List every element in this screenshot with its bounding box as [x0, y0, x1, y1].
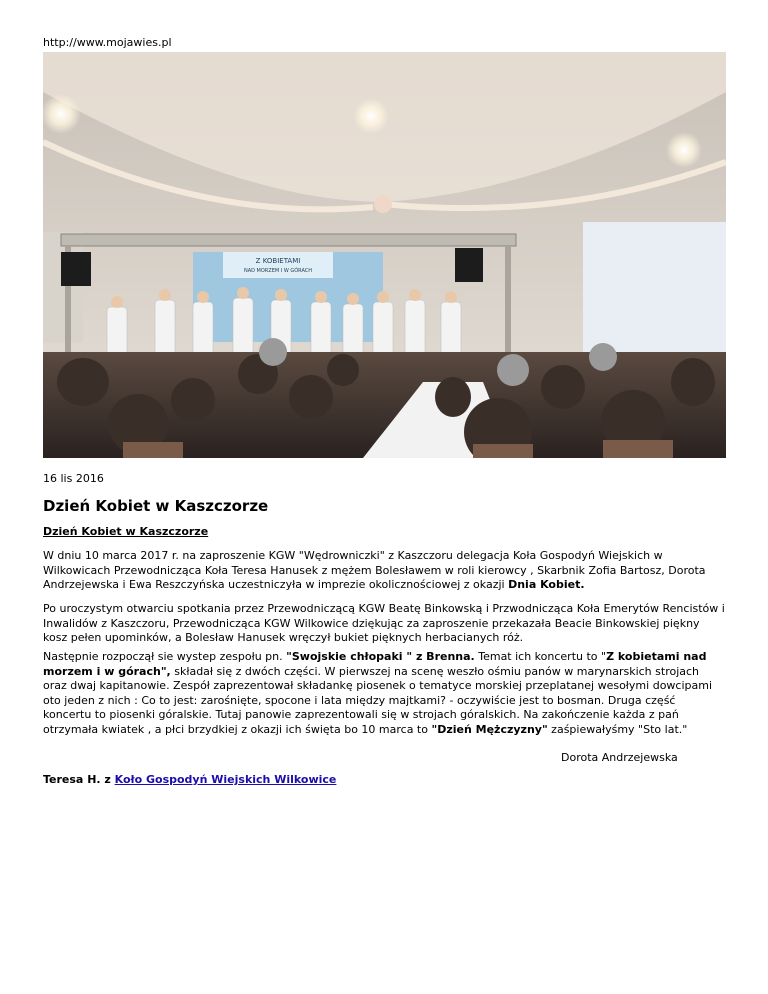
- event-photo: [43, 52, 726, 458]
- paragraph-3-concert-title: Z kobietami nad morzem i w górach",: [43, 650, 707, 678]
- paragraph-2: Po uroczystym otwarciu spotkania przez Przewodniczącą KGW Beatę Binkowską i Przwodnicząca Koła Emerytów Rencistów i Inwalidów z Kaszczoru, Przewodnicząca KGW Wilkowice dziękując za zaproszenie przekazała Beacie Binkowskiej piękny kosz pełen upominków, a Bolesław Hanusek wręczył bukiet pięknych herbacianych róż.: [43, 602, 725, 645]
- paragraph-3-text-a: Następnie rozpoczął sie wystep zespołu pn.: [43, 650, 287, 663]
- paragraph-3-text-c: Temat ich koncertu to ": [474, 650, 607, 663]
- event-photo-illustration: [43, 52, 726, 458]
- source-url: http://www.mojawies.pl: [43, 36, 172, 49]
- paragraph-3-band-name: "Swojskie chłopaki " z Brenna.: [286, 650, 475, 663]
- paragraph-1: [43, 549, 725, 593]
- paragraph-1-text: W dniu 10 marca 2017 r. na zaproszenie KGW "Wędrowniczki" z Kaszczoru delegacja Koła Gospodyń Wiejskich w Wilkowicach Przewodnicząca Koła Teresa Hanusek z mężem Bolesławem w roli kierowcy , Skarbnik Zofia Bartosz, Dorota Andrzejewska i Ewa Reszczyńska uczestniczyła w imprezie okolicznościowej z okazji: [43, 549, 706, 592]
- author-prefix: Teresa H. z: [43, 773, 115, 786]
- article-title: Dzień Kobiet w Kaszczorze: [43, 497, 269, 515]
- signature: Dorota Andrzejewska: [561, 751, 678, 764]
- post-date: 16 lis 2016: [43, 472, 104, 485]
- banner-line2: NAD MORZEM I W GÓRACH: [243, 268, 313, 274]
- article-subtitle: Dzień Kobiet w Kaszczorze: [43, 525, 209, 538]
- paragraph-3-text-g: zaśpiewałyśmy "Sto lat.": [547, 722, 688, 736]
- banner-line1: Z KOBIETAMI: [255, 257, 301, 265]
- author-line: [43, 773, 336, 786]
- paragraph-1-bold: Dnia Kobiet.: [508, 578, 585, 592]
- paragraph-3-text-e: składał się z dwóch części. W pierwszej na scenę weszło ośmiu panów w marynarskich strojach oraz dwaj kapitanowie. Zespół zaprezentował składankę piosenek o tematyce morskiej przeplatanej wesołymi dowcipami oto jeden z nich : Co to jest: zarośnięte, spocone i lata między majtkami? - oczywiście jest to bosman. Druga część koncertu to piosenki góralskie. Tutaj panowie zaprezentowali się w strojach góralskich. Na zakończenie każda z pań otrzymała kwiatek , a płci brzydkiej z okazji ich święta bo 10 marca to: [43, 664, 713, 736]
- author-group-link[interactable]: Koło Gospodyń Wiejskich Wilkowice: [114, 773, 337, 786]
- paragraph-3: [43, 650, 725, 738]
- paragraph-3-mens-day: "Dzień Mężczyzny": [431, 722, 548, 736]
